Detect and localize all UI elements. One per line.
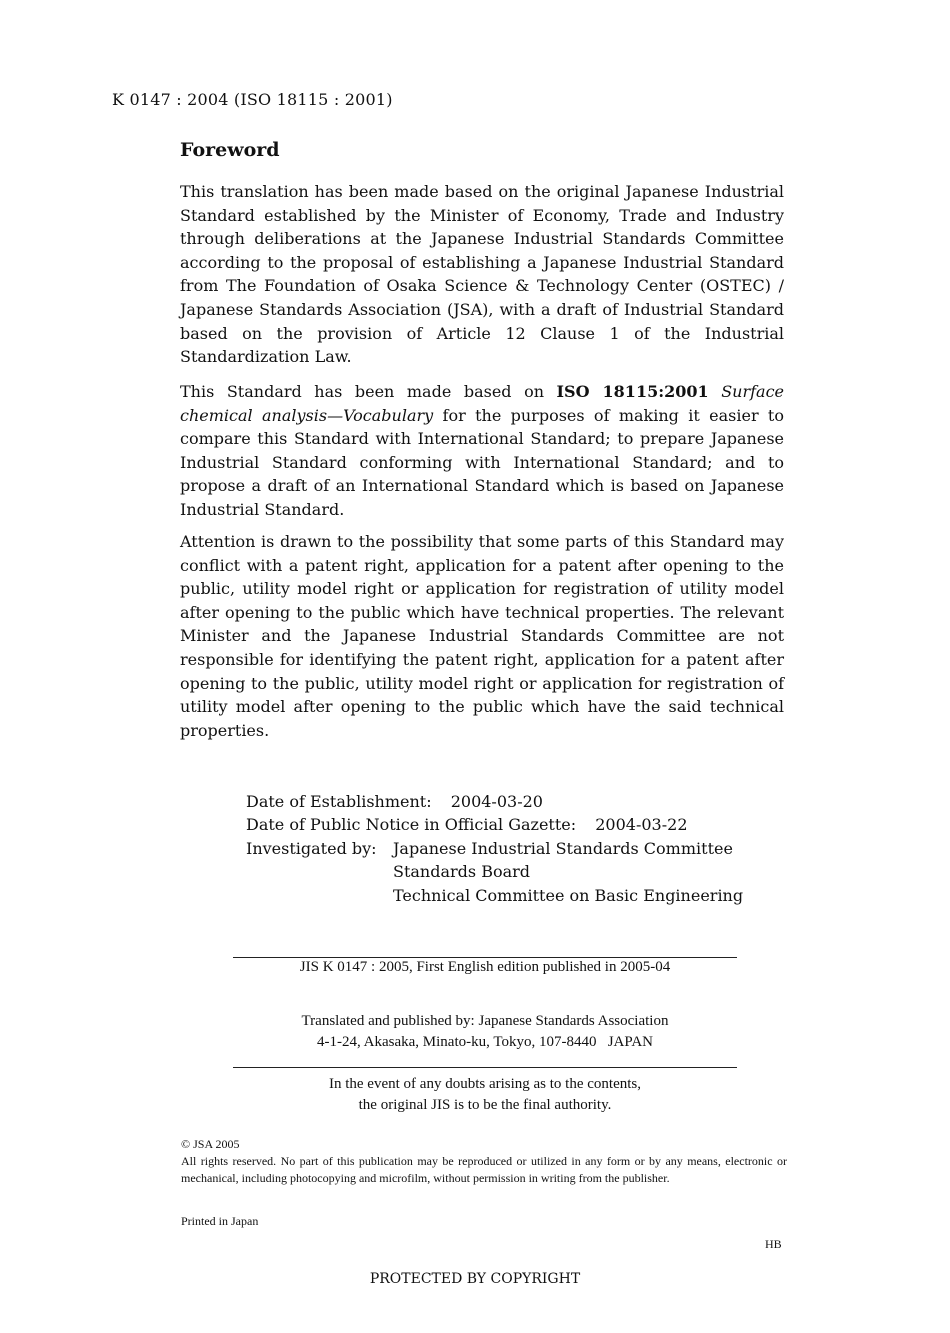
investigated-line: Japanese Industrial Standards Committee [393,839,733,858]
iso-reference: ISO 18115:2001 [556,382,709,401]
investigated-line: Technical Committee on Basic Engineering [393,886,744,905]
para2-rest: for the purposes of making it easier to compare this Standard with International Standard; to prepare Japanese Industrial Standard conforming with International Standard; and to propose a draft of an International Standard which is based on Japanese Industrial Standard. [180,405,784,519]
document-code-header: K 0147 : 2004 (ISO 18115 : 2001) [112,90,393,109]
notice-date: 2004-03-22 [595,815,688,834]
page-title: Foreword [180,139,280,161]
divider [233,957,737,958]
foreword-paragraph-1: This translation has been made based on the original Japanese Industrial Standard established by the Minister of Economy, Trade and Industry through deliberations at the Japanese Industrial Standards Committee according to the proposal of establishing a Japanese Industrial Standard from The Foundation of Osaka Science & Technology Center (OSTEC) / Japanese Standards Association (JSA), with a draft of Industrial Standard based on the provision of Article 12 Clause 1 of the Industrial Standardization Law. [180,182,784,367]
investigated-label: Investigated by: [246,839,377,858]
foreword-paragraph-3: Attention is drawn to the possibility that some parts of this Standard may conflict with a patent right, application for a patent after opening to the public, utility model right or application for registration of utility model after opening to the public which have technical properties. The relevant Minister and the Japanese Industrial Standards Committee are not responsible for identifying the patent right, application for a patent after opening to the public, utility model right or application for registration of utility model after opening to the public which have the said technical properties. [180,532,784,740]
authority-line-2: the original JIS is to be the final authority. [358,1097,612,1113]
establishment-date: 2004-03-20 [450,792,543,811]
establishment-label: Date of Establishment: [246,792,432,811]
copyright-footer: PROTECTED BY COPYRIGHT [369,1271,581,1287]
copyright-notice: All rights reserved. No part of this publication may be reproduced or utilized in any form or by any means, electronic or mechanical, including photocopying and microfilm, without permission in writing from the publisher. [181,1154,787,1185]
authority-line-1: In the event of any doubts arising as to the contents, [328,1076,641,1092]
notice-row [246,813,688,837]
investigated-line: Standards Board [393,862,531,881]
foreword-paragraph-2 [180,380,784,522]
para2-lead: This Standard has been made based on [180,382,557,401]
divider [233,1067,737,1068]
publisher-line-1: Translated and published by: Japanese Standards Association [301,1013,669,1029]
standard-title: Surface chemical analysis—Vocabulary [180,382,785,425]
publisher-line-2: 4-1-24, Akasaka, Minato-ku, Tokyo, 107-8440 JAPAN [316,1034,654,1050]
code-hb: HB [765,1237,782,1251]
establishment-row [246,790,543,814]
edition-info: JIS K 0147 : 2005, First English edition published in 2005-04 [299,959,671,975]
printed-in: Printed in Japan [181,1214,259,1228]
copyright-mark: © JSA 2005 [181,1137,240,1151]
notice-label: Date of Public Notice in Official Gazette: [246,815,577,834]
